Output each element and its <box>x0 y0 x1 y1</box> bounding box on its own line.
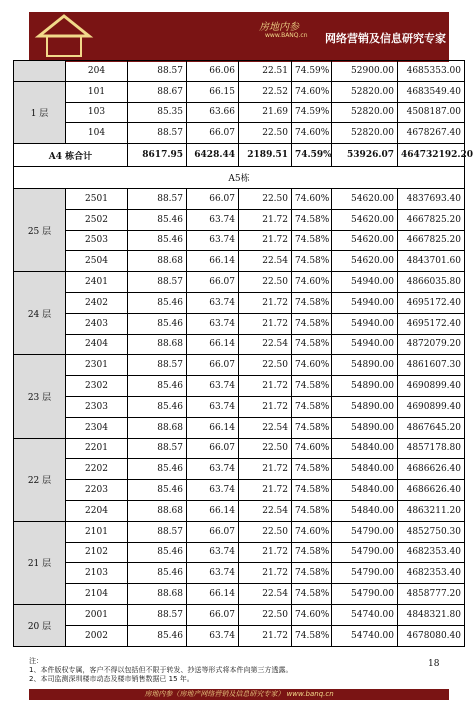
value-cell: 66.07 <box>187 123 239 144</box>
value-cell: 66.07 <box>187 272 239 293</box>
value-cell: 4695172.40 <box>398 313 465 334</box>
value-cell: 63.74 <box>187 209 239 230</box>
value-cell: 54620.00 <box>332 188 398 209</box>
value-cell: 4686626.40 <box>398 480 465 501</box>
value-cell: 21.72 <box>239 480 292 501</box>
value-cell: 85.46 <box>128 396 187 417</box>
unit-price-table <box>13 60 473 647</box>
logo-url-text: www.BANQ.cn <box>265 32 308 39</box>
value-cell: 66.07 <box>187 355 239 376</box>
house-logo-icon <box>35 12 93 58</box>
logo-company-name: 网络营销及信息研究专家 <box>325 32 446 45</box>
value-cell: 66.07 <box>187 438 239 459</box>
value-cell: 54740.00 <box>332 604 398 625</box>
value-cell: 85.46 <box>128 459 187 480</box>
table-row <box>14 61 465 82</box>
unit-number-cell: 2501 <box>66 188 128 209</box>
table-row <box>14 521 465 542</box>
table-row <box>14 292 465 313</box>
value-cell: 63.74 <box>187 292 239 313</box>
value-cell: 22.52 <box>239 81 292 102</box>
unit-number-cell: 2203 <box>66 480 128 501</box>
value-cell: 85.46 <box>128 292 187 313</box>
value-cell: 74.58% <box>292 313 332 334</box>
unit-number-cell: 2101 <box>66 521 128 542</box>
total-value-cell: 74.59% <box>292 144 332 167</box>
value-cell: 88.57 <box>128 521 187 542</box>
value-cell: 74.60% <box>292 521 332 542</box>
value-cell: 22.50 <box>239 438 292 459</box>
value-cell: 22.54 <box>239 500 292 521</box>
header-banner <box>29 12 449 62</box>
value-cell: 63.66 <box>187 102 239 123</box>
unit-number-cell: 2503 <box>66 230 128 251</box>
value-cell: 88.68 <box>128 334 187 355</box>
value-cell: 54790.00 <box>332 563 398 584</box>
floor-label-cell: 20 层 <box>14 604 66 646</box>
unit-number-cell: 2401 <box>66 272 128 293</box>
value-cell: 74.60% <box>292 81 332 102</box>
value-cell: 63.74 <box>187 480 239 501</box>
value-cell: 66.14 <box>187 251 239 272</box>
value-cell: 74.59% <box>292 102 332 123</box>
logo-script-text: 房地内参 <box>259 22 299 33</box>
value-cell: 22.50 <box>239 272 292 293</box>
table-row <box>14 313 465 334</box>
value-cell: 4872079.20 <box>398 334 465 355</box>
value-cell: 74.58% <box>292 480 332 501</box>
value-cell: 74.58% <box>292 542 332 563</box>
value-cell: 74.60% <box>292 355 332 376</box>
value-cell: 88.57 <box>128 123 187 144</box>
value-cell: 85.46 <box>128 480 187 501</box>
value-cell: 22.54 <box>239 334 292 355</box>
unit-number-cell: 2304 <box>66 417 128 438</box>
value-cell: 54620.00 <box>332 251 398 272</box>
unit-number-cell: 2102 <box>66 542 128 563</box>
value-cell: 4843701.60 <box>398 251 465 272</box>
value-cell: 88.67 <box>128 81 187 102</box>
unit-number-cell: 2403 <box>66 313 128 334</box>
unit-number-cell: 2303 <box>66 396 128 417</box>
table-row <box>14 102 465 123</box>
value-cell: 4848321.80 <box>398 604 465 625</box>
total-value-cell: 8617.95 <box>128 144 187 167</box>
unit-number-cell: 2404 <box>66 334 128 355</box>
value-cell: 4682353.40 <box>398 542 465 563</box>
value-cell: 74.60% <box>292 188 332 209</box>
value-cell: 85.46 <box>128 542 187 563</box>
value-cell: 63.74 <box>187 459 239 480</box>
value-cell: 54940.00 <box>332 334 398 355</box>
table-row <box>14 542 465 563</box>
value-cell: 85.46 <box>128 625 187 646</box>
value-cell: 74.60% <box>292 272 332 293</box>
unit-number-cell: 2302 <box>66 376 128 397</box>
unit-number-cell: 2504 <box>66 251 128 272</box>
value-cell: 74.58% <box>292 584 332 605</box>
value-cell: 52820.00 <box>332 102 398 123</box>
unit-number-cell: 2301 <box>66 355 128 376</box>
value-cell: 54620.00 <box>332 209 398 230</box>
value-cell: 4690899.40 <box>398 396 465 417</box>
value-cell: 88.68 <box>128 500 187 521</box>
value-cell: 66.14 <box>187 500 239 521</box>
value-cell: 22.50 <box>239 188 292 209</box>
unit-number-cell: 204 <box>66 61 128 82</box>
value-cell: 74.60% <box>292 123 332 144</box>
value-cell: 74.60% <box>292 604 332 625</box>
building-total-label: A4 栋合计 <box>14 144 128 167</box>
table-row <box>14 396 465 417</box>
value-cell: 74.58% <box>292 417 332 438</box>
value-cell: 66.07 <box>187 521 239 542</box>
value-cell: 21.72 <box>239 396 292 417</box>
unit-number-cell: 2201 <box>66 438 128 459</box>
value-cell: 21.72 <box>239 625 292 646</box>
value-cell: 66.14 <box>187 584 239 605</box>
total-value-cell: 464732192.20 <box>398 144 465 167</box>
value-cell: 85.46 <box>128 230 187 251</box>
value-cell: 4867645.20 <box>398 417 465 438</box>
value-cell: 54740.00 <box>332 625 398 646</box>
value-cell: 88.57 <box>128 438 187 459</box>
value-cell: 63.74 <box>187 313 239 334</box>
floor-label-cell: 23 层 <box>14 355 66 438</box>
value-cell: 74.58% <box>292 230 332 251</box>
value-cell: 54790.00 <box>332 584 398 605</box>
value-cell: 21.72 <box>239 292 292 313</box>
value-cell: 22.50 <box>239 123 292 144</box>
value-cell: 63.74 <box>187 230 239 251</box>
value-cell: 54840.00 <box>332 480 398 501</box>
value-cell: 74.58% <box>292 209 332 230</box>
value-cell: 66.14 <box>187 334 239 355</box>
table-row <box>14 272 465 293</box>
table-row <box>14 500 465 521</box>
notes-line-1: 1、本件版权专属，客户不得以包括但不限于转发、抄送等形式将本件向第三方透露。 <box>29 666 293 674</box>
notes-line-2: 2、本司监测深圳楼市动态及楼市销售数据已 15 年。 <box>29 675 194 683</box>
value-cell: 54940.00 <box>332 313 398 334</box>
value-cell: 54790.00 <box>332 521 398 542</box>
value-cell: 21.72 <box>239 459 292 480</box>
value-cell: 4508187.00 <box>398 102 465 123</box>
value-cell: 21.72 <box>239 209 292 230</box>
value-cell: 66.15 <box>187 81 239 102</box>
value-cell: 4683549.40 <box>398 81 465 102</box>
value-cell: 85.46 <box>128 209 187 230</box>
value-cell: 74.60% <box>292 438 332 459</box>
unit-number-cell: 2502 <box>66 209 128 230</box>
value-cell: 4686626.40 <box>398 459 465 480</box>
value-cell: 52820.00 <box>332 123 398 144</box>
table-row <box>14 230 465 251</box>
value-cell: 66.06 <box>187 61 239 82</box>
table-row <box>14 563 465 584</box>
value-cell: 74.58% <box>292 334 332 355</box>
value-cell: 52820.00 <box>332 81 398 102</box>
table-row <box>14 251 465 272</box>
table-row <box>14 209 465 230</box>
value-cell: 54890.00 <box>332 355 398 376</box>
value-cell: 66.07 <box>187 604 239 625</box>
building-section-title: A5栋 <box>14 166 465 188</box>
value-cell: 74.58% <box>292 563 332 584</box>
table-row <box>14 459 465 480</box>
value-cell: 4678080.40 <box>398 625 465 646</box>
value-cell: 66.07 <box>187 188 239 209</box>
notes-title: 注： <box>29 657 43 665</box>
value-cell: 63.74 <box>187 563 239 584</box>
value-cell: 4685353.00 <box>398 61 465 82</box>
value-cell: 88.57 <box>128 188 187 209</box>
table-row <box>14 355 465 376</box>
value-cell: 22.54 <box>239 251 292 272</box>
value-cell: 54840.00 <box>332 438 398 459</box>
table-row <box>14 123 465 144</box>
value-cell: 74.58% <box>292 376 332 397</box>
unit-number-cell: 2103 <box>66 563 128 584</box>
value-cell: 4837693.40 <box>398 188 465 209</box>
value-cell: 63.74 <box>187 396 239 417</box>
value-cell: 54890.00 <box>332 396 398 417</box>
value-cell: 4667825.20 <box>398 209 465 230</box>
table-row <box>14 188 465 209</box>
value-cell: 66.14 <box>187 417 239 438</box>
value-cell: 63.74 <box>187 376 239 397</box>
table-row <box>14 417 465 438</box>
floor-label-cell: 1 层 <box>14 81 66 143</box>
unit-number-cell: 2402 <box>66 292 128 313</box>
value-cell: 54840.00 <box>332 459 398 480</box>
section-header-row <box>14 166 465 188</box>
value-cell: 85.46 <box>128 563 187 584</box>
total-value-cell: 6428.44 <box>187 144 239 167</box>
value-cell: 85.35 <box>128 102 187 123</box>
value-cell: 4690899.40 <box>398 376 465 397</box>
value-cell: 74.58% <box>292 251 332 272</box>
value-cell: 54940.00 <box>332 292 398 313</box>
value-cell: 4682353.40 <box>398 563 465 584</box>
value-cell: 21.72 <box>239 542 292 563</box>
value-cell: 22.51 <box>239 61 292 82</box>
floor-label-cell: 25 层 <box>14 188 66 271</box>
value-cell: 88.57 <box>128 604 187 625</box>
floor-label-cell <box>14 61 66 82</box>
table-row <box>14 81 465 102</box>
value-cell: 54840.00 <box>332 500 398 521</box>
value-cell: 4678267.40 <box>398 123 465 144</box>
value-cell: 21.72 <box>239 230 292 251</box>
unit-number-cell: 104 <box>66 123 128 144</box>
value-cell: 54790.00 <box>332 542 398 563</box>
value-cell: 85.46 <box>128 376 187 397</box>
value-cell: 63.74 <box>187 542 239 563</box>
page-number: 18 <box>428 659 440 669</box>
value-cell: 88.57 <box>128 61 187 82</box>
value-cell: 74.58% <box>292 625 332 646</box>
value-cell: 4667825.20 <box>398 230 465 251</box>
value-cell: 4858777.20 <box>398 584 465 605</box>
table-row <box>14 144 465 167</box>
value-cell: 52900.00 <box>332 61 398 82</box>
value-cell: 22.50 <box>239 355 292 376</box>
value-cell: 4857178.80 <box>398 438 465 459</box>
value-cell: 88.68 <box>128 251 187 272</box>
value-cell: 4863211.20 <box>398 500 465 521</box>
floor-label-cell: 21 层 <box>14 521 66 604</box>
value-cell: 21.69 <box>239 102 292 123</box>
value-cell: 22.50 <box>239 521 292 542</box>
value-cell: 21.72 <box>239 313 292 334</box>
total-value-cell: 2189.51 <box>239 144 292 167</box>
unit-number-cell: 2002 <box>66 625 128 646</box>
value-cell: 88.57 <box>128 272 187 293</box>
value-cell: 22.54 <box>239 584 292 605</box>
table-row <box>14 438 465 459</box>
table-row <box>14 334 465 355</box>
table-row <box>14 480 465 501</box>
value-cell: 4866035.80 <box>398 272 465 293</box>
value-cell: 22.54 <box>239 417 292 438</box>
value-cell: 74.58% <box>292 292 332 313</box>
table-row <box>14 376 465 397</box>
value-cell: 54890.00 <box>332 376 398 397</box>
value-cell: 88.68 <box>128 417 187 438</box>
value-cell: 4695172.40 <box>398 292 465 313</box>
unit-number-cell: 101 <box>66 81 128 102</box>
table-row <box>14 625 465 646</box>
notes-block <box>29 657 424 684</box>
unit-number-cell: 2204 <box>66 500 128 521</box>
unit-number-cell: 2202 <box>66 459 128 480</box>
value-cell: 88.57 <box>128 355 187 376</box>
unit-number-cell: 2104 <box>66 584 128 605</box>
total-value-cell: 53926.07 <box>332 144 398 167</box>
table-row <box>14 604 465 625</box>
value-cell: 21.72 <box>239 563 292 584</box>
value-cell: 54620.00 <box>332 230 398 251</box>
table-row <box>14 584 465 605</box>
value-cell: 22.50 <box>239 604 292 625</box>
value-cell: 54890.00 <box>332 417 398 438</box>
value-cell: 74.58% <box>292 396 332 417</box>
value-cell: 74.58% <box>292 500 332 521</box>
unit-number-cell: 103 <box>66 102 128 123</box>
value-cell: 21.72 <box>239 376 292 397</box>
value-cell: 4861607.30 <box>398 355 465 376</box>
value-cell: 54940.00 <box>332 272 398 293</box>
value-cell: 4852750.30 <box>398 521 465 542</box>
floor-label-cell: 24 层 <box>14 272 66 355</box>
floor-label-cell: 22 层 <box>14 438 66 521</box>
value-cell: 88.68 <box>128 584 187 605</box>
value-cell: 63.74 <box>187 625 239 646</box>
footer-banner: 房地内参（房地产网络营销及信息研究专家） www.banq.cn <box>29 689 449 700</box>
unit-number-cell: 2001 <box>66 604 128 625</box>
value-cell: 74.59% <box>292 61 332 82</box>
value-cell: 74.58% <box>292 459 332 480</box>
value-cell: 85.46 <box>128 313 187 334</box>
